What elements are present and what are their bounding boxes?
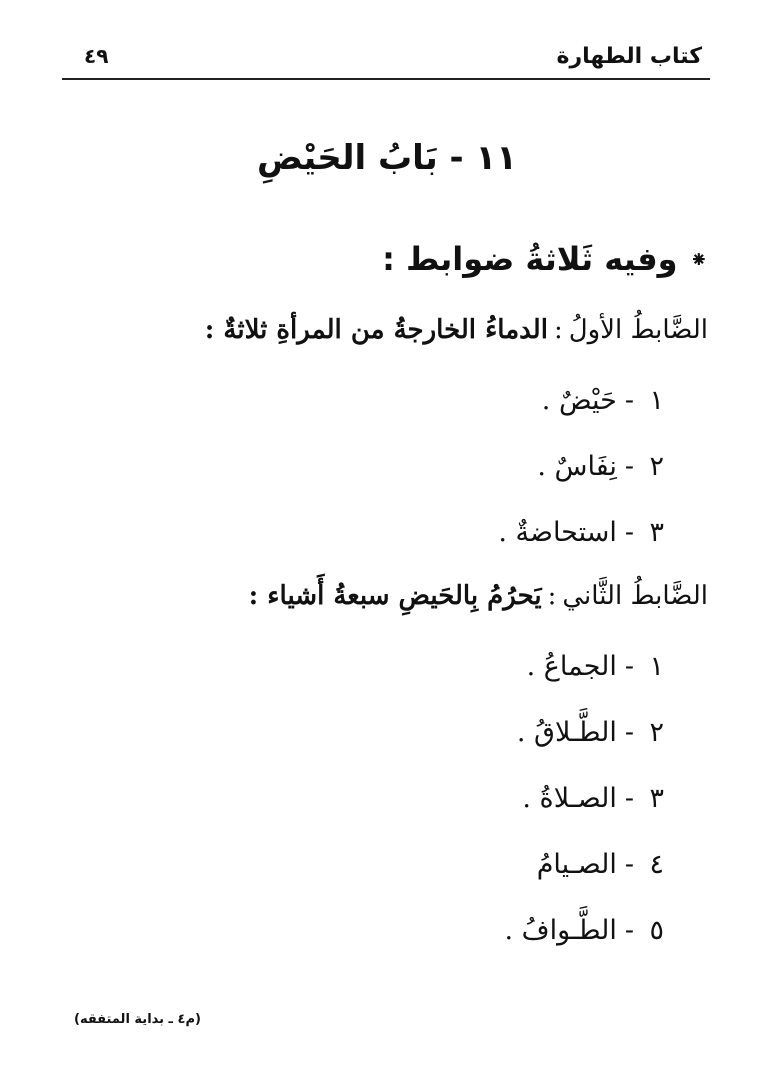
page-content	[48, 232, 708, 968]
chapter-title: ١١ - بَابُ الحَيْضِ	[256, 138, 518, 178]
bullet-icon: ⁕	[689, 248, 708, 273]
list-item: ٤-الصـيامُ	[48, 836, 664, 902]
blood-types-list	[48, 372, 664, 570]
page-header	[62, 38, 710, 80]
item-number: ١	[649, 385, 664, 416]
list-item: ١-الجماعُ .	[48, 638, 664, 704]
list-item: ١-حَيْضٌ .	[48, 372, 664, 438]
item-number: ٢	[649, 717, 664, 748]
item-text: استحاضةٌ .	[498, 517, 617, 548]
item-text: الطَّـلاقُ .	[516, 717, 617, 748]
item-text: الطَّـوافُ .	[504, 915, 617, 946]
item-number: ٣	[649, 783, 664, 814]
prohibitions-list	[48, 638, 664, 968]
list-item: ٢-نِفَاسٌ .	[48, 438, 664, 504]
rule-label: الضَّابطُ الأولُ	[568, 315, 708, 345]
item-number: ٣	[649, 517, 664, 548]
rule-heading-first	[48, 304, 708, 356]
item-number: ٤	[649, 849, 664, 880]
item-text: الصـلاةُ .	[522, 783, 617, 814]
item-number: ٥	[649, 915, 664, 946]
rule-separator: :	[553, 315, 563, 345]
intro-text: وفيه ثَلاثةُ ضوابط :	[382, 240, 678, 278]
item-text: الجماعُ .	[526, 651, 617, 682]
list-item: ٣-الصـلاةُ .	[48, 770, 664, 836]
rule-separator: :	[547, 581, 557, 611]
rule-label: الضَّابطُ الثَّاني	[562, 581, 708, 611]
intro-line	[48, 232, 708, 286]
footer-note: (م٤ ـ بداية المتفقه)	[74, 1012, 201, 1027]
list-item: ٢-الطَّـلاقُ .	[48, 704, 664, 770]
rule-text: الدماءُ الخارجةُ من المرأةِ ثلاثةٌ :	[204, 315, 548, 345]
list-item: ٥-الطَّـوافُ .	[48, 902, 664, 968]
book-section-title: كتاب الطهارة	[556, 44, 702, 69]
list-item: ٣-استحاضةٌ .	[48, 504, 664, 570]
page-number: ٤٩	[84, 44, 109, 68]
rule-text: يَحرُمُ بِالحَيضِ سبعةُ أَشياء :	[248, 581, 542, 611]
item-text: الصـيامُ	[536, 849, 617, 880]
rule-heading-second	[48, 570, 708, 622]
item-number: ١	[649, 651, 664, 682]
item-text: نِفَاسٌ .	[537, 451, 617, 482]
item-text: حَيْضٌ .	[541, 385, 617, 416]
item-number: ٢	[649, 451, 664, 482]
